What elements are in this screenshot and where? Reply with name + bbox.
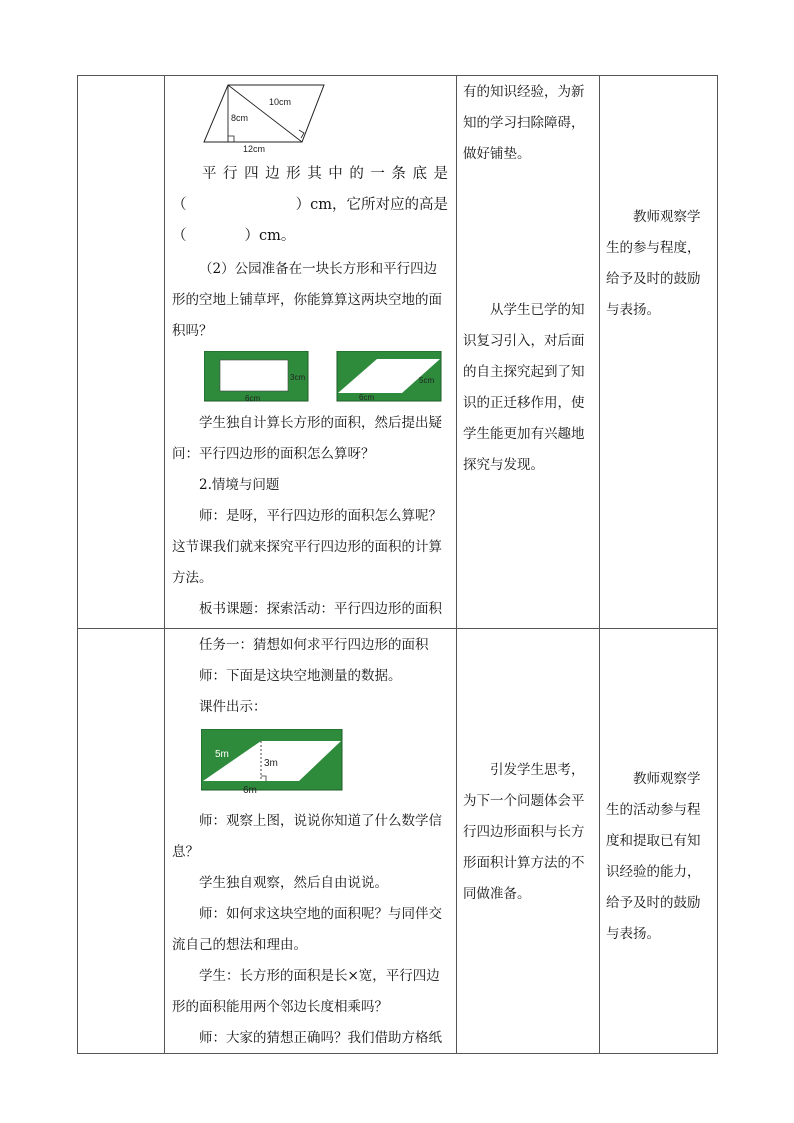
parallelogram-figure — [200, 80, 330, 154]
teacher-observe: 师：观察上图，说说你知道了什么数学信息？ — [172, 813, 442, 860]
heading-situation: 2.情境与问题 — [199, 477, 280, 493]
student-guess: 学生：长方形的面积是长×宽，平行四边形的面积能用两个邻边长度相乘吗？ — [172, 968, 440, 1015]
teacher-last: 师：大家的猜想正确吗？我们借助方格纸 — [199, 1030, 442, 1046]
figure3-base-label: 6m — [243, 785, 257, 796]
col4-bottom-evaluation: 教师观察学生的活动参与程度和提取已有知识经验的能力，给予及时的鼓励与表扬。 — [606, 771, 701, 942]
table-left-border — [77, 75, 78, 1054]
table-right-border — [717, 75, 718, 1054]
col3-bottom-intent: 引发学生思考，为下一个问题体会平行四边形面积与长方形面积计算方法的不同做准备。 — [463, 762, 585, 902]
para-width-label: 6cm — [359, 393, 375, 402]
courseware-label: 课件出示： — [199, 699, 267, 715]
figure1-height-label: 8cm — [231, 113, 249, 123]
teacher-intro: 师：是呀，平行四边形的面积怎么算呢？这节课我们就来探究平行四边形的面积的计算方法。 — [172, 508, 442, 586]
column-divider-1 — [164, 75, 165, 1054]
rect-width-label: 6cm — [245, 394, 261, 403]
column-divider-3 — [599, 75, 600, 1054]
col3-continuation: 有的知识经验，为新知的学习扫除障碍，做好铺垫。 — [463, 84, 585, 162]
blank-line-1: 平行四边形其中的一条底是 — [202, 166, 448, 182]
teacher-how: 师：如何求这块空地的面积呢？与同伴交流自己的想法和理由。 — [172, 906, 442, 953]
lawn-figures — [204, 351, 444, 404]
table-top-border — [77, 75, 718, 76]
teacher-data: 师：下面是这块空地测量的数据。 — [199, 668, 402, 684]
column-divider-2 — [456, 75, 457, 1054]
col3-design-intent: 从学生已学的知识复习引入，对后面的自主探究起到了知识的正迁移作用，使学生能更加有兴趣地探究与发现。 — [463, 302, 585, 473]
blank-line-2-right: ）cm，它所对应的高是 — [295, 197, 448, 213]
figure1-base-label: 12cm — [243, 144, 266, 154]
question-2: （2）公园准备在一块长方形和平行四边形的空地上铺草坪，你能算算这两块空地的面积吗？ — [172, 261, 442, 339]
figure1-hyp-label: 10cm — [269, 97, 292, 107]
para-height-label: 5cm — [419, 376, 435, 385]
blank-line-3: （ ）cm。 — [172, 228, 296, 244]
rect-height-label: 3cm — [290, 373, 306, 382]
col4-evaluation: 教师观察学生的参与程度，给予及时的鼓励与表扬。 — [606, 209, 701, 318]
board-title: 板书课题：探索活动：平行四边形的面积 — [199, 601, 442, 617]
table-row-divider — [77, 628, 718, 629]
task-1: 任务一：猜想如何求平行四边形的面积 — [199, 637, 429, 653]
figure3-slant-label: 5m — [215, 749, 229, 760]
blank-line-2-left: （ — [172, 197, 187, 213]
figure3-height-label: 3m — [264, 758, 278, 769]
students-observe: 学生独自观察，然后自由说说。 — [199, 875, 388, 891]
students-compute: 学生独自计算长方形的面积，然后提出疑问：平行四边形的面积怎么算呀？ — [172, 415, 442, 462]
